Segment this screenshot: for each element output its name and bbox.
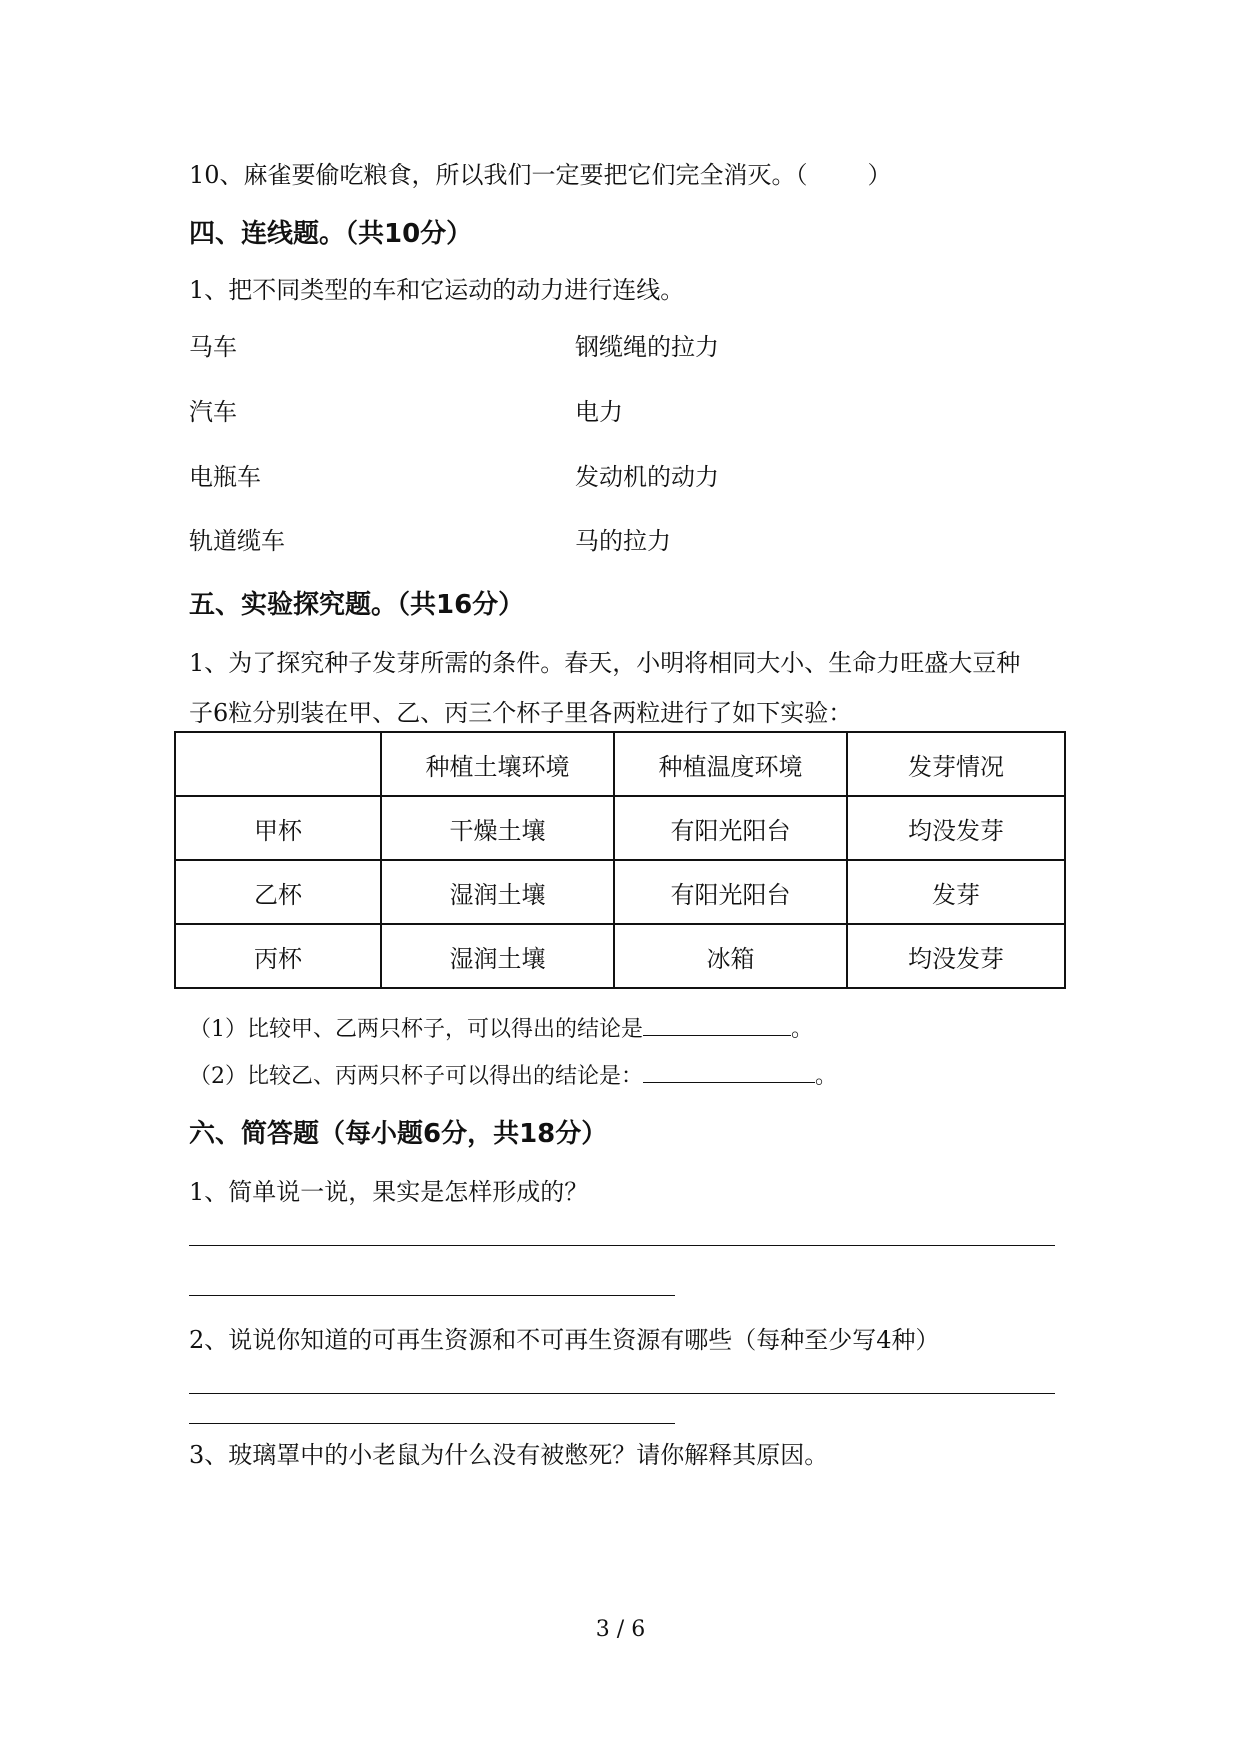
question-10-text: 10、麻雀要偷吃粮食，所以我们一定要把它们完全消灭。（	[189, 161, 808, 189]
section-6-question-1: 1、简单说一说，果实是怎样形成的？	[189, 1178, 589, 1206]
table-header-cell	[175, 732, 381, 796]
answer-line[interactable]	[189, 1393, 1055, 1394]
answer-blank[interactable]	[643, 1058, 815, 1083]
power-right-3[interactable]: 发动机的动力	[575, 463, 719, 491]
sub-question-2	[189, 1058, 837, 1092]
table-row	[175, 924, 1065, 988]
section-6-question-3: 3、玻璃罩中的小老鼠为什么没有被憋死？请你解释其原因。	[189, 1441, 829, 1469]
table-header-cell: 种植土壤环境	[381, 732, 614, 796]
question-10-close: ）	[867, 161, 892, 189]
answer-line[interactable]	[189, 1295, 675, 1296]
section-4-title: 四、连线题。（共10分）	[189, 219, 473, 249]
section-6-question-2: 2、说说你知道的可再生资源和不可再生资源有哪些（每种至少写4种）	[189, 1326, 940, 1354]
vehicle-left-3[interactable]: 电瓶车	[189, 463, 261, 491]
answer-blank[interactable]	[643, 1011, 791, 1036]
page-number: 3 / 6	[595, 1617, 646, 1642]
table-header-cell: 发芽情况	[847, 732, 1065, 796]
table-cell: 湿润土壤	[381, 860, 614, 924]
answer-line[interactable]	[189, 1245, 1055, 1246]
table-row	[175, 860, 1065, 924]
table-cell: 丙杯	[175, 924, 381, 988]
table-cell: 发芽	[847, 860, 1065, 924]
table-cell: 均没发芽	[847, 924, 1065, 988]
table-row	[175, 796, 1065, 860]
sub-question-1	[189, 1011, 813, 1045]
table-cell: 乙杯	[175, 860, 381, 924]
sub-question-1-text: （1）比较甲、乙两只杯子，可以得出的结论是	[189, 1017, 643, 1042]
section-5-question-1-line-2: 子6粒分别装在甲、乙、丙三个杯子里各两粒进行了如下实验：	[189, 699, 853, 727]
power-right-4[interactable]: 马的拉力	[575, 527, 671, 555]
table-cell: 冰箱	[614, 924, 847, 988]
sub-question-1-end: 。	[791, 1017, 814, 1042]
sub-question-2-text: （2）比较乙、丙两只杯子可以得出的结论是：	[189, 1064, 643, 1089]
table-header-cell: 种植温度环境	[614, 732, 847, 796]
section-5-title: 五、实验探究题。（共16分）	[189, 590, 525, 620]
vehicle-left-4[interactable]: 轨道缆车	[189, 527, 285, 555]
experiment-table	[174, 731, 1066, 989]
table-cell: 湿润土壤	[381, 924, 614, 988]
section-4-question-1: 1、把不同类型的车和它运动的动力进行连线。	[189, 276, 685, 304]
table-cell: 有阳光阳台	[614, 796, 847, 860]
section-5-question-1-line-1: 1、为了探究种子发芽所需的条件。春天，小明将相同大小、生命力旺盛大豆种	[189, 649, 1021, 677]
answer-line[interactable]	[189, 1423, 675, 1424]
vehicle-left-1[interactable]: 马车	[189, 333, 237, 361]
table-header-row	[175, 732, 1065, 796]
table-cell: 干燥土壤	[381, 796, 614, 860]
power-right-1[interactable]: 钢缆绳的拉力	[575, 333, 719, 361]
power-right-2[interactable]: 电力	[575, 398, 623, 426]
table-cell: 甲杯	[175, 796, 381, 860]
vehicle-left-2[interactable]: 汽车	[189, 398, 237, 426]
sub-question-2-end: 。	[815, 1064, 838, 1089]
question-10	[189, 160, 892, 190]
table-cell: 均没发芽	[847, 796, 1065, 860]
table-cell: 有阳光阳台	[614, 860, 847, 924]
section-6-title: 六、简答题（每小题6分，共18分）	[189, 1119, 608, 1149]
